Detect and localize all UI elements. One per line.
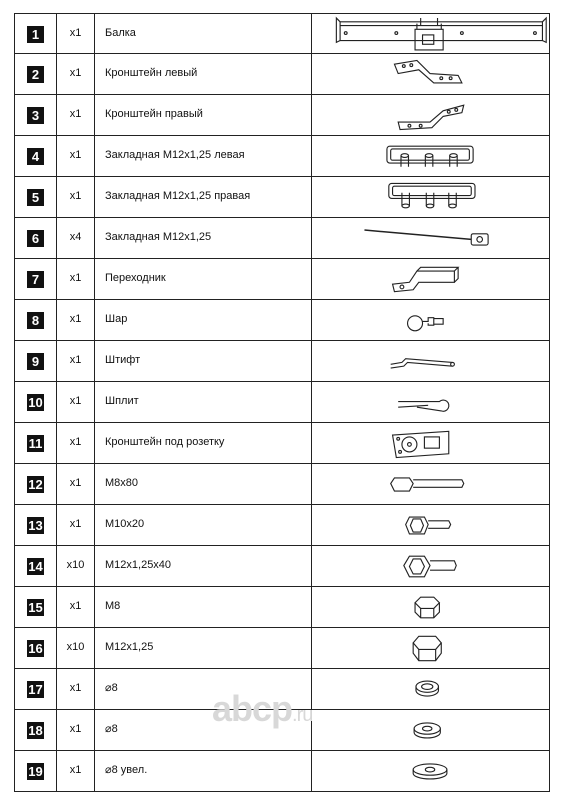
part-row <box>14 300 550 341</box>
tow-ball-icon <box>312 300 549 340</box>
part-number: 3 <box>27 107 44 124</box>
part-row <box>14 13 550 54</box>
part-row <box>14 423 550 464</box>
hex-nut-icon <box>312 587 549 627</box>
part-row <box>14 505 550 546</box>
part-number: 10 <box>28 395 43 410</box>
part-number: 16 <box>28 641 43 656</box>
part-qty: x1 <box>57 341 95 381</box>
part-name: Шплит <box>95 382 312 422</box>
spring-washer-icon <box>312 669 549 709</box>
part-row <box>14 95 550 136</box>
left-embed-plate-icon <box>312 136 549 176</box>
part-qty: x1 <box>57 14 95 53</box>
part-qty: x1 <box>57 669 95 709</box>
part-name: Шар <box>95 300 312 340</box>
part-qty: x1 <box>57 505 95 545</box>
part-name: М10х20 <box>95 505 312 545</box>
part-qty: x1 <box>57 751 95 791</box>
part-number: 6 <box>27 230 44 247</box>
part-qty: x1 <box>57 423 95 463</box>
part-name: ⌀8 <box>95 710 312 750</box>
part-number: 15 <box>28 600 43 615</box>
part-qty: x1 <box>57 136 95 176</box>
part-row <box>14 751 550 792</box>
part-number: 13 <box>28 518 43 533</box>
part-name: Балка <box>95 14 312 53</box>
part-qty: x1 <box>57 259 95 299</box>
part-row <box>14 587 550 628</box>
part-number: 1 <box>27 26 44 43</box>
wire-embed-nut-icon <box>312 218 549 258</box>
part-name: ⌀8 увел. <box>95 751 312 791</box>
part-qty: x10 <box>57 628 95 668</box>
adapter-icon <box>312 259 549 299</box>
part-name: Закладная М12х1,25 правая <box>95 177 312 217</box>
part-number: 14 <box>28 559 43 574</box>
right-embed-plate-icon <box>312 177 549 217</box>
part-number: 18 <box>28 723 43 738</box>
part-name: Штифт <box>95 341 312 381</box>
part-name: Кронштейн под розетку <box>95 423 312 463</box>
part-number: 9 <box>27 353 44 370</box>
part-name: Закладная М12х1,25 <box>95 218 312 258</box>
long-bolt-icon <box>312 464 549 504</box>
part-name: М12х1,25х40 <box>95 546 312 586</box>
part-row <box>14 628 550 669</box>
part-name: ⌀8 <box>95 669 312 709</box>
part-number: 11 <box>28 436 43 451</box>
part-row <box>14 464 550 505</box>
watermark-logo: abcp.ru <box>212 688 313 729</box>
part-row <box>14 177 550 218</box>
part-row <box>14 54 550 95</box>
part-qty: x10 <box>57 546 95 586</box>
part-qty: x1 <box>57 382 95 422</box>
part-name: М8 <box>95 587 312 627</box>
right-bracket-icon <box>312 95 549 135</box>
cotter-pin-icon <box>312 382 549 422</box>
part-qty: x1 <box>57 710 95 750</box>
part-row <box>14 218 550 259</box>
part-row <box>14 546 550 587</box>
part-number: 12 <box>28 477 43 492</box>
part-row <box>14 259 550 300</box>
part-name: Кронштейн правый <box>95 95 312 135</box>
pin-icon <box>312 341 549 381</box>
beam-icon <box>312 14 549 53</box>
flat-washer-icon <box>312 710 549 750</box>
parts-table <box>14 13 550 792</box>
left-bracket-icon <box>312 54 549 94</box>
part-qty: x1 <box>57 177 95 217</box>
hex-nut-large-icon <box>312 628 549 668</box>
socket-bracket-icon <box>312 423 549 463</box>
part-number: 7 <box>27 271 44 288</box>
part-number: 2 <box>27 66 44 83</box>
short-bolt-icon <box>312 505 549 545</box>
part-name: Кронштейн левый <box>95 54 312 94</box>
part-name: Закладная М12х1,25 левая <box>95 136 312 176</box>
part-qty: x1 <box>57 95 95 135</box>
part-qty: x1 <box>57 464 95 504</box>
large-washer-icon <box>312 751 549 791</box>
part-number: 4 <box>27 148 44 165</box>
part-qty: x4 <box>57 218 95 258</box>
part-qty: x1 <box>57 54 95 94</box>
part-qty: x1 <box>57 300 95 340</box>
part-row <box>14 136 550 177</box>
part-name: М8х80 <box>95 464 312 504</box>
part-number: 17 <box>28 682 43 697</box>
part-number: 19 <box>28 764 43 779</box>
part-row <box>14 341 550 382</box>
part-name: М12х1,25 <box>95 628 312 668</box>
medium-bolt-icon <box>312 546 549 586</box>
part-name: Переходник <box>95 259 312 299</box>
part-number: 8 <box>27 312 44 329</box>
part-number: 5 <box>27 189 44 206</box>
part-row <box>14 382 550 423</box>
part-qty: x1 <box>57 587 95 627</box>
